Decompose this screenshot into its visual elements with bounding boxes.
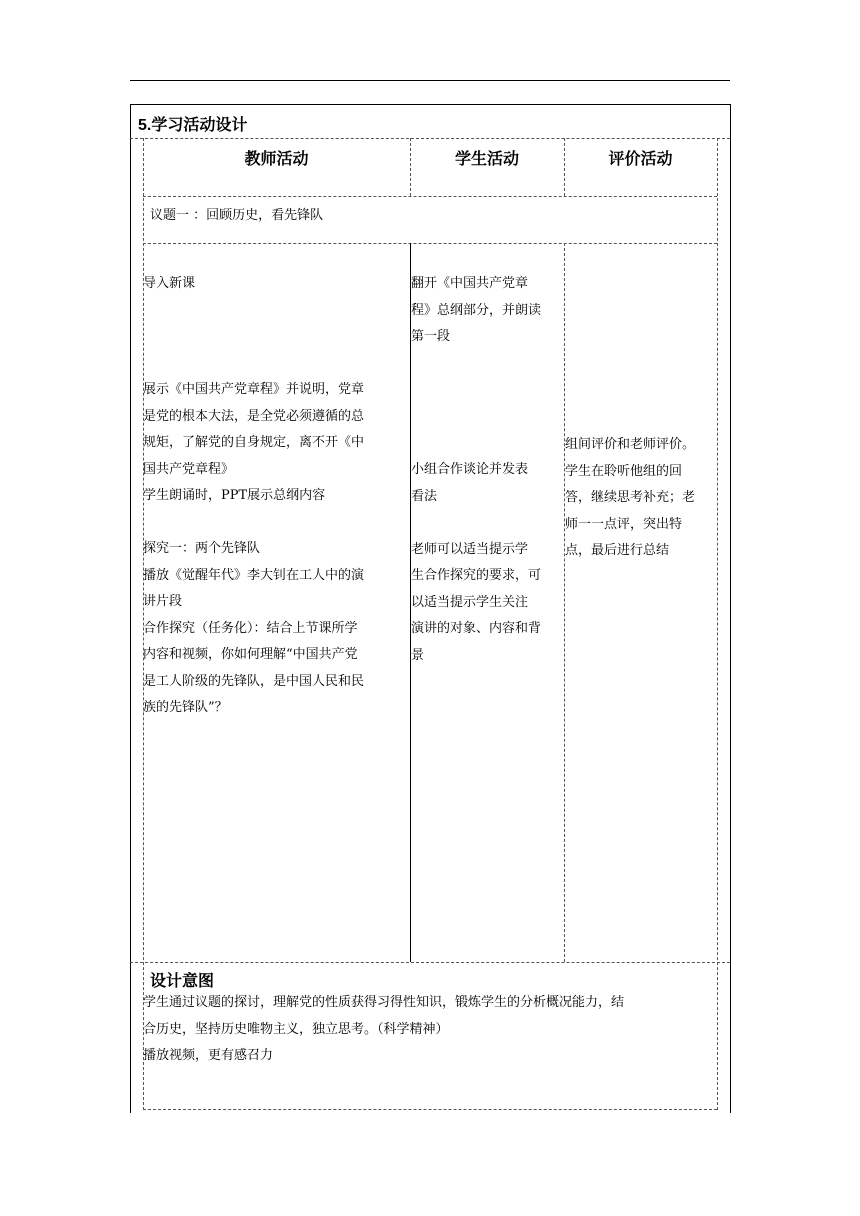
teacher-line: 学生朗诵时，PPT展示总纲内容 (143, 488, 326, 503)
design-intent-line: 合历史，坚持历史唯物主义，独立思考。（科学精神） (143, 1021, 449, 1037)
grid-line (717, 138, 718, 1110)
grid-line (130, 962, 730, 963)
student-line: 看法 (411, 488, 438, 504)
design-intent-line: 播放视频，更有感召力 (143, 1048, 274, 1063)
header-evaluation-activity: 评价活动 (608, 151, 673, 168)
teacher-line: 是工人阶级的先锋队，是中国人民和民 (143, 673, 365, 689)
grid-line (143, 1109, 717, 1110)
teacher-line: 国共产党章程》 (143, 461, 235, 477)
teacher-intro: 导入新课 (143, 276, 196, 291)
section-title: 5.学习活动设计 (138, 117, 248, 134)
evaluation-line: 答，继续思考补充；老 (565, 490, 696, 505)
student-line: 以适当提示学生关注 (411, 594, 529, 610)
teacher-line: 内容和视频，你如何理解“中国共产党 (143, 647, 358, 662)
teacher-line: 规矩，了解党的自身规定，离不开《中 (143, 435, 365, 450)
student-line: 生合作探究的要求，可 (411, 568, 542, 583)
topic-row: 议题一 ：回顾历史，看先锋队 (150, 208, 324, 223)
evaluation-line: 学生在聆听他组的回 (565, 463, 683, 479)
student-line: 翻开《中国共产党章 (411, 276, 529, 291)
design-intent-body (143, 990, 717, 1070)
teacher-line: 族的先锋队”？ (143, 700, 228, 715)
student-activity-cell (411, 271, 563, 351)
grid-line (564, 243, 565, 962)
teacher-line: 合作探究（任务化）：结合上节课所学 (143, 620, 358, 636)
design-intent-title: 设计意图 (150, 973, 215, 990)
teacher-line: 探究一：两个先锋队 (143, 541, 261, 556)
student-line: 第一段 (411, 329, 451, 344)
teacher-line: 讲片段 (143, 594, 183, 609)
teacher-line: 展示《中国共产党章程》并说明，党章 (143, 382, 365, 397)
evaluation-activity-cell (565, 432, 717, 565)
student-line: 程》总纲部分，并朗读 (411, 302, 542, 318)
grid-line (143, 196, 717, 197)
student-line: 老师可以适当提示学 (411, 541, 529, 557)
evaluation-line: 点，最后进行总结 (565, 543, 670, 558)
grid-line (143, 243, 717, 244)
student-discussion-cell (411, 457, 563, 669)
teacher-activity-cell (143, 271, 409, 722)
grid-line (130, 138, 730, 139)
student-line: 演讲的对象、内容和背 (411, 621, 542, 636)
evaluation-line: 师一一点评，突出特 (565, 516, 683, 532)
header-teacher-activity: 教师活动 (244, 151, 309, 168)
student-line: 小组合作谈论并发表 (411, 462, 529, 477)
design-intent-line: 学生通过议题的探讨，理解党的性质获得习得性知识，锻炼学生的分析概况能力，结 (143, 995, 625, 1010)
evaluation-line: 组间评价和老师评价。 (565, 437, 696, 452)
teacher-line: 播放《觉醒年代》李大钊在工人中的演 (143, 567, 365, 583)
teacher-line: 是党的根本大法，是全党必须遵循的总 (143, 408, 365, 424)
header-student-activity: 学生活动 (454, 151, 519, 168)
top-rule (130, 80, 730, 81)
student-line: 景 (411, 647, 425, 663)
